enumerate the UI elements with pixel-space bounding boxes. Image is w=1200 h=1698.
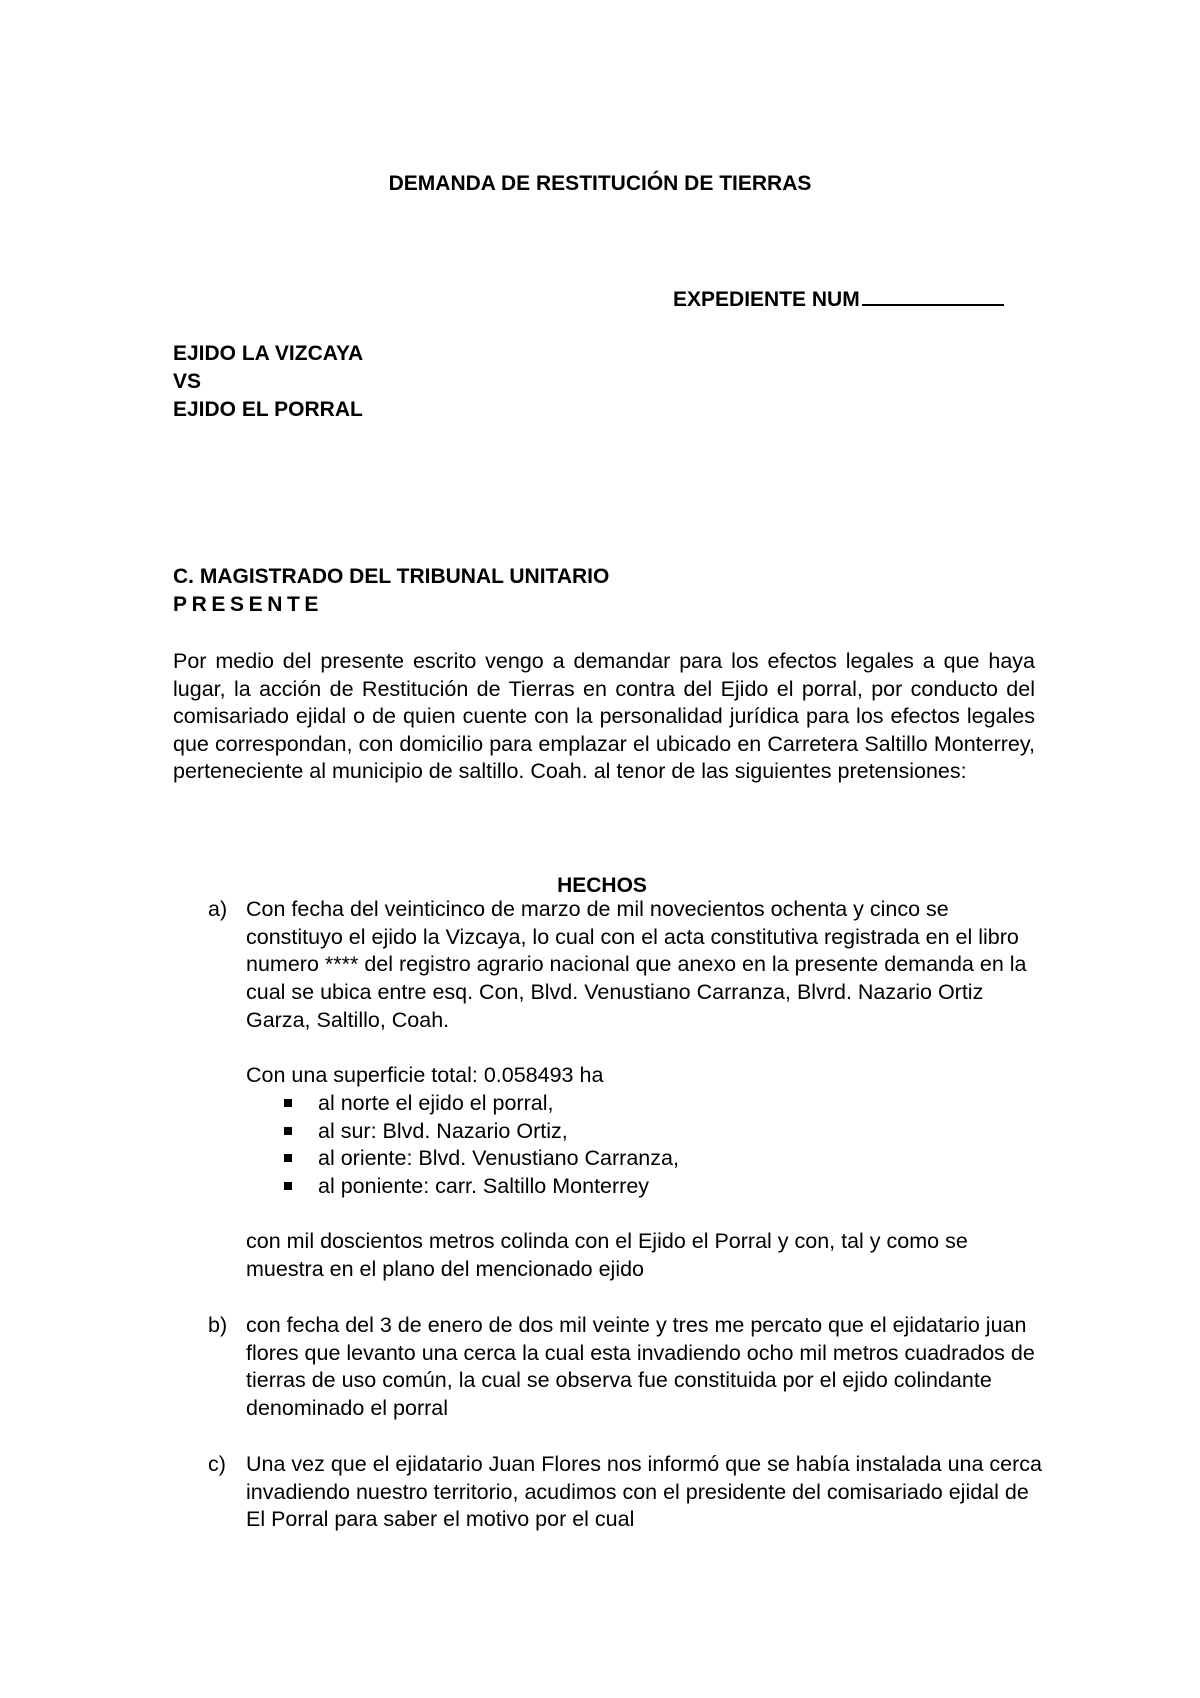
defendant: EJIDO EL PORRAL xyxy=(173,398,363,421)
square-bullet-icon xyxy=(284,1099,292,1107)
square-bullet-icon xyxy=(284,1154,292,1162)
list-item: al norte el ejido el porral, xyxy=(246,1090,1046,1118)
addressee-line1: C. MAGISTRADO DEL TRIBUNAL UNITARIO xyxy=(173,565,610,588)
expediente-blank xyxy=(862,285,1004,306)
document-title: DEMANDA DE RESTITUCIÓN DE TIERRAS xyxy=(388,172,812,195)
item-body xyxy=(246,1451,1046,1534)
item-paragraph: Con fecha del veinticinco de marzo de mil novecientos ochenta y cinco se constituyo el ejido la Vizcaya, lo cual con el acta constitutiva registrada en el libro numero **** del registro agrario nacional que anexo en la presente demanda en la cual se ubica entre esq. Con, Blvd. Venustiano Carranza, Blvrd. Nazario Ortiz Garza, Saltillo, Coah. xyxy=(246,897,1027,1032)
intro-paragraph: Por medio del presente escrito vengo a demandar para los efectos legales a que haya lugar, la acción de Restitución de Tierras en contra del Ejido el porral, por conducto del comisariado ejidal o de quien cuente con la personalidad jurídica para los efectos legales que correspondan, con domicilio para emplazar el ubicado en Carretera Saltillo Monterrey, perteneciente al municipio de saltillo. Coah. al tenor de las siguientes pretensiones: xyxy=(173,649,1035,783)
item-paragraph: Con una superficie total: 0.058493 ha xyxy=(246,1063,604,1088)
item-paragraph: con fecha del 3 de enero de dos mil veinte y tres me percato que el ejidatario juan flores que levanto una cerca la cual esta invadiendo ocho mil metros cuadrados de tierras de uso común, la cual se observa fue constituida por el ejido colindante denominado el porral xyxy=(246,1313,1035,1421)
boundary-list xyxy=(246,1090,1046,1201)
parties-block xyxy=(173,340,363,424)
item-body xyxy=(246,896,1046,1284)
item-paragraph: con mil doscientos metros colinda con el Ejido el Porral y con, tal y como se muestra en el plano del mencionado ejido xyxy=(246,1229,968,1282)
item-body xyxy=(246,1312,1046,1423)
expediente-label: EXPEDIENTE NUM xyxy=(673,288,860,311)
list-item: al sur: Blvd. Nazario Ortiz, xyxy=(246,1118,1046,1146)
list-item: al poniente: carr. Saltillo Monterrey xyxy=(246,1173,1046,1201)
square-bullet-icon xyxy=(284,1182,292,1190)
item-marker: b) xyxy=(208,1313,228,1337)
item-marker: a) xyxy=(208,897,228,921)
plaintiff: EJIDO LA VIZCAYA xyxy=(173,342,364,365)
addressee-block xyxy=(173,563,609,619)
list-item: al oriente: Blvd. Venustiano Carranza, xyxy=(246,1145,1046,1173)
expediente-line xyxy=(673,285,1004,314)
versus: VS xyxy=(173,370,202,393)
item-marker: c) xyxy=(208,1452,226,1476)
item-paragraph: Una vez que el ejidatario Juan Flores nos informó que se había instalada una cerca invadiendo nuestro territorio, acudimos con el presidente del comisariado ejidal de El Porral para saber el motivo por el cual xyxy=(246,1452,1042,1532)
square-bullet-icon xyxy=(284,1127,292,1135)
hechos-title: HECHOS xyxy=(557,874,647,897)
addressee-line2: PRESENTE xyxy=(173,593,323,616)
